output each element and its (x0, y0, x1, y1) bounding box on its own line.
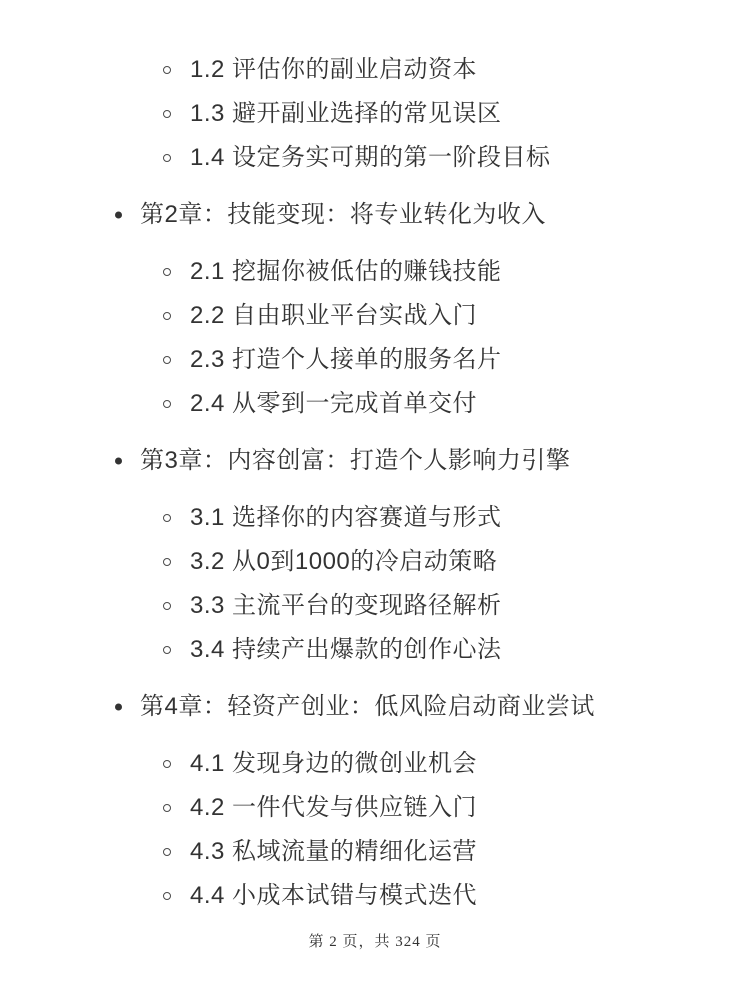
chapter-4-group (140, 685, 710, 918)
toc-subitem (190, 830, 710, 874)
toc-subitem-label: 1.2 评估你的副业启动资本 (190, 56, 478, 83)
toc-subitem-label: 2.1 挖掘你被低估的赚钱技能 (190, 258, 502, 285)
chapter-1-continued-group (140, 48, 710, 180)
toc-subitem (190, 742, 710, 786)
circle-bullet-icon (163, 154, 171, 162)
chapter-title-label: 第4章：轻资产创业：低风险启动商业尝试 (140, 693, 595, 720)
circle-bullet-icon (163, 602, 171, 610)
chapter-2-group (140, 193, 710, 426)
toc-subitem (190, 294, 710, 338)
circle-bullet-icon (163, 646, 171, 654)
toc-subitem-label: 4.2 一件代发与供应链入门 (190, 794, 478, 821)
chapter-title-row (140, 685, 710, 729)
toc-subitem (190, 338, 710, 382)
disc-bullet-icon (115, 212, 122, 219)
toc-subitem (190, 48, 710, 92)
toc-subitem (190, 382, 710, 426)
toc-subitem (190, 136, 710, 180)
toc-subitem-label: 2.2 自由职业平台实战入门 (190, 302, 478, 329)
toc-subitem (190, 540, 710, 584)
circle-bullet-icon (163, 804, 171, 812)
circle-bullet-icon (163, 400, 171, 408)
circle-bullet-icon (163, 514, 171, 522)
circle-bullet-icon (163, 268, 171, 276)
circle-bullet-icon (163, 760, 171, 768)
chapter-title-row (140, 193, 710, 237)
toc-subitem (190, 250, 710, 294)
circle-bullet-icon (163, 892, 171, 900)
disc-bullet-icon (115, 704, 122, 711)
toc-subitem-label: 4.1 发现身边的微创业机会 (190, 750, 478, 777)
toc-subitem (190, 786, 710, 830)
toc-subitem-label: 4.3 私域流量的精细化运营 (190, 838, 478, 865)
circle-bullet-icon (163, 356, 171, 364)
chapter-title-label: 第2章：技能变现：将专业转化为收入 (140, 201, 546, 228)
toc-subitem (190, 874, 710, 918)
toc-subitem (190, 496, 710, 540)
chapter-3-group (140, 439, 710, 672)
toc-subitem-label: 3.3 主流平台的变现路径解析 (190, 592, 502, 619)
toc-subitem (190, 584, 710, 628)
toc-subitem-label: 4.4 小成本试错与模式迭代 (190, 882, 478, 909)
chapter-3-subitems (140, 496, 710, 672)
toc-subitem (190, 628, 710, 672)
circle-bullet-icon (163, 558, 171, 566)
toc-subitem-label: 2.4 从零到一完成首单交付 (190, 390, 478, 417)
chapter-4-subitems (140, 742, 710, 918)
circle-bullet-icon (163, 312, 171, 320)
table-of-contents (0, 48, 750, 918)
toc-subitem-label: 2.3 打造个人接单的服务名片 (190, 346, 502, 373)
page-number-footer: 第 2 页，共 324 页 (308, 934, 442, 950)
circle-bullet-icon (163, 848, 171, 856)
toc-subitem-label: 3.1 选择你的内容赛道与形式 (190, 504, 502, 531)
toc-subitem-label: 3.4 持续产出爆款的创作心法 (190, 636, 502, 663)
disc-bullet-icon (115, 458, 122, 465)
toc-subitem-label: 1.4 设定务实可期的第一阶段目标 (190, 144, 551, 171)
chapter-2-subitems (140, 250, 710, 426)
circle-bullet-icon (163, 66, 171, 74)
toc-subitem-label: 1.3 避开副业选择的常见误区 (190, 100, 502, 127)
toc-subitem (190, 92, 710, 136)
toc-subitem-label: 3.2 从0到1000的冷启动策略 (190, 548, 498, 575)
chapter-title-label: 第3章：内容创富：打造个人影响力引擎 (140, 447, 571, 474)
circle-bullet-icon (163, 110, 171, 118)
chapter-1-subitems (140, 48, 710, 180)
chapter-title-row (140, 439, 710, 483)
